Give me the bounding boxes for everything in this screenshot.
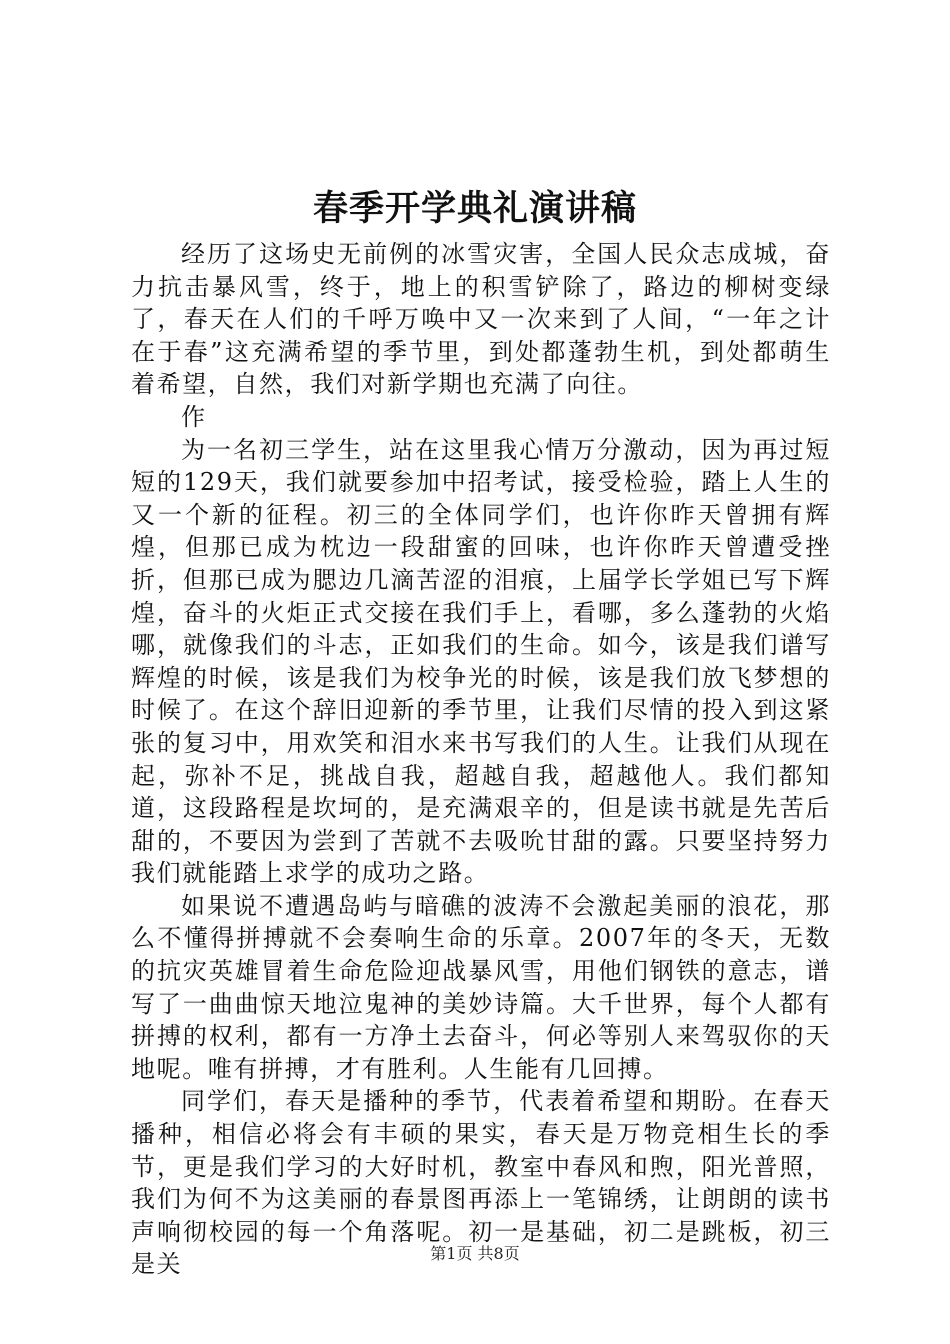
paragraph: 同学们，春天是播种的季节，代表着希望和期盼。在春天播种，相信必将会有丰硕的果实，春天是万物竞相生长的季节，更是我们学习的大好时机，教室中春风和煦，阳光普照，我们为何不为这美丽的春景图再添上一笔锦绣，让朗朗的读书声响彻校园的每一个角落呢。初一是基础，初二是跳板，初三是关 (131, 1087, 831, 1279)
document-title: 春季开学典礼演讲稿 (312, 188, 637, 229)
page-number-footer: 第1页 共8页 (430, 1244, 520, 1263)
paragraph: 如果说不遭遇岛屿与暗礁的波涛不会激起美丽的浪花，那么不懂得拼搏就不会奏响生命的乐章。2007年的冬天，无数的抗灾英雄冒着生命危险迎战暴风雪，用他们钢铁的意志，谱写了一曲曲惊天地泣鬼神的美妙诗篇。大千世界，每个人都有拼搏的权利，都有一方净土去奋斗，何必等别人来驾驭你的天地呢。唯有拼搏，才有胜利。人生能有几回搏。 (131, 891, 831, 1083)
paragraph: 为一名初三学生，站在这里我心情万分激动，因为再过短短的129天，我们就要参加中招考试，接受检验，踏上人生的又一个新的征程。初三的全体同学们，也许你昨天曾拥有辉煌，但那已成为枕边一段甜蜜的回味，也许你昨天曾遭受挫折，但那已成为腮边几滴苦涩的泪痕，上届学长学姐已写下辉煌，奋斗的火炬正式交接在我们手上，看哪，多么蓬勃的火焰哪，就像我们的斗志，正如我们的生命。如今，该是我们谱写辉煌的时候，该是我们为校争光的时候，该是我们放飞梦想的时候了。在这个辞旧迎新的季节里，让我们尽情的投入到这紧张的复习中，用欢笑和泪水来书写我们的人生。让我们从现在起，弥补不足，挑战自我，超越自我，超越他人。我们都知道，这段路程是坎坷的，是充满艰辛的，但是读书就是先苦后甜的，不要因为尝到了苦就不去吸吮甘甜的露。只要坚持努力我们就能踏上求学的成功之路。 (131, 435, 831, 888)
document-body (131, 238, 831, 1281)
paragraph: 经历了这场史无前例的冰雪灾害，全国人民众志成城，奋力抗击暴风雪，终于，地上的积雪铲除了，路边的柳树变绿了，春天在人们的千呼万唤中又一次来到了人间，“一年之计在于春”这充满希望的季节里，到处都蓬勃生机，到处都萌生着希望，自然，我们对新学期也充满了向往。 (131, 240, 831, 399)
paragraph: 作 (181, 402, 207, 431)
